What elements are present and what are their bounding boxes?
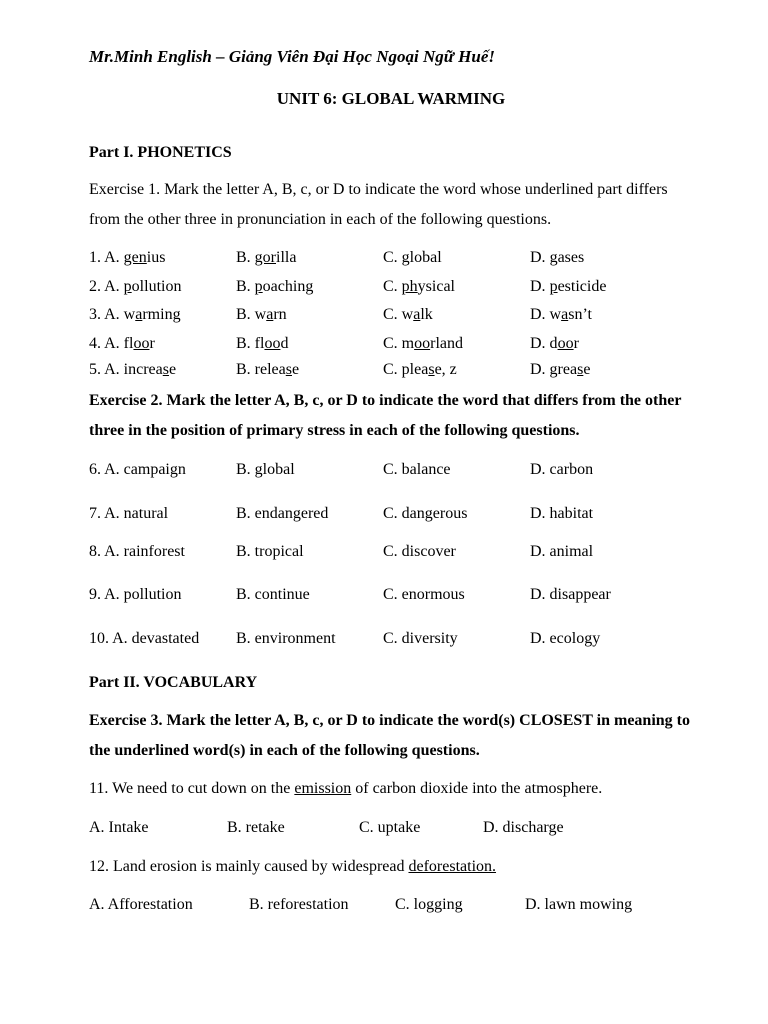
stress-q8-option-b: B. tropical <box>236 543 304 560</box>
phonetics-q2-option-d: D. pesticide <box>530 278 607 295</box>
phonetics-q4-option-c: C. moorland <box>383 335 463 352</box>
question-11-options <box>89 818 709 838</box>
stress-q7-option-d: D. habitat <box>530 505 594 522</box>
phonetics-q1-option-b: B. gorilla <box>236 249 297 266</box>
stress-question-7 <box>89 504 709 524</box>
phonetics-q2-option-a: 2. A. pollution <box>89 278 182 295</box>
phonetics-q5-option-d: D. grease <box>530 361 591 378</box>
question-12-underlined-word: deforestation. <box>408 858 497 875</box>
exercise2-instruction: Exercise 2. Mark the letter A, B, c, or D to indicate the word that differs from the other three in the position of primary stress in each of the following questions. <box>89 392 682 439</box>
q12-option-d: D. lawn mowing <box>525 896 633 913</box>
stress-q7-option-a: 7. A. natural <box>89 505 169 522</box>
stress-question-8 <box>89 542 709 562</box>
question-11-text-end: of carbon dioxide into the atmosphere. <box>351 780 603 797</box>
phonetics-q5-option-c: C. please, z <box>383 361 457 378</box>
stress-q8-option-c: C. discover <box>383 543 456 560</box>
stress-question-9 <box>89 585 709 605</box>
question-12-text-start: 12. Land erosion is mainly caused by widespread <box>89 858 409 875</box>
unit-title: UNIT 6: GLOBAL WARMING <box>276 89 506 108</box>
q11-option-b: B. retake <box>227 819 285 836</box>
phonetics-q3-option-d: D. wasn’t <box>530 306 592 323</box>
stress-q6-option-a: 6. A. campaign <box>89 461 186 478</box>
question-12 <box>89 857 496 877</box>
stress-q8-option-d: D. animal <box>530 543 594 560</box>
stress-q6-option-b: B. global <box>236 461 295 478</box>
phonetics-q2-option-c: C. physical <box>383 278 455 295</box>
phonetics-q5-option-a: 5. A. increase <box>89 361 177 378</box>
phonetics-q3-option-a: 3. A. warming <box>89 306 181 323</box>
stress-question-6 <box>89 460 709 480</box>
q12-option-a: A. Afforestation <box>89 896 193 913</box>
stress-q10-option-a: 10. A. devastated <box>89 630 200 647</box>
stress-q6-option-d: D. carbon <box>530 461 594 478</box>
q11-option-c: C. uptake <box>359 819 421 836</box>
stress-q7-option-c: C. dangerous <box>383 505 468 522</box>
phonetics-q1-option-c: C. global <box>383 249 442 266</box>
q11-option-a: A. Intake <box>89 819 149 836</box>
stress-q10-option-d: D. ecology <box>530 630 601 647</box>
exercise1-instruction: Exercise 1. Mark the letter A, B, c, or D to indicate the word whose underlined part differs from the other three in pronunciation in each of the following questions. <box>89 181 668 228</box>
q12-option-b: B. reforestation <box>249 896 349 913</box>
phonetics-q1-option-a: 1. A. genius <box>89 249 166 266</box>
stress-q8-option-a: 8. A. rainforest <box>89 543 185 560</box>
stress-q9-option-b: B. continue <box>236 586 310 603</box>
phonetics-question-2 <box>89 277 709 297</box>
stress-q10-option-c: C. diversity <box>383 630 458 647</box>
phonetics-question-4 <box>89 334 709 354</box>
stress-q9-option-d: D. disappear <box>530 586 611 603</box>
phonetics-question-1 <box>89 248 709 268</box>
phonetics-q4-option-b: B. flood <box>236 335 289 352</box>
document-header: Mr.Minh English – Giảng Viên Đại Học Ngoại Ngữ Huế! <box>89 47 495 66</box>
question-11-underlined-word: emission <box>294 780 352 797</box>
stress-q9-option-c: C. enormous <box>383 586 465 603</box>
q12-option-c: C. logging <box>395 896 463 913</box>
question-12-options <box>89 895 709 915</box>
phonetics-q5-option-b: B. release <box>236 361 300 378</box>
part2-title: Part II. VOCABULARY <box>89 674 258 691</box>
phonetics-q4-option-d: D. door <box>530 335 579 352</box>
stress-question-10 <box>89 629 709 649</box>
phonetics-question-5 <box>89 360 709 380</box>
stress-q9-option-a: 9. A. pollution <box>89 586 182 603</box>
stress-q7-option-b: B. endangered <box>236 505 329 522</box>
exercise3-instruction: Exercise 3. Mark the letter A, B, c, or D to indicate the word(s) CLOSEST in meaning to the underlined word(s) in each of the following questions. <box>89 712 690 759</box>
stress-q6-option-c: C. balance <box>383 461 451 478</box>
phonetics-q3-option-c: C. walk <box>383 306 433 323</box>
phonetics-q3-option-b: B. warn <box>236 306 287 323</box>
question-11 <box>89 779 602 799</box>
question-11-text-start: 11. We need to cut down on the <box>89 780 295 797</box>
stress-q10-option-b: B. environment <box>236 630 336 647</box>
phonetics-q1-option-d: D. gases <box>530 249 585 266</box>
part1-title: Part I. PHONETICS <box>89 144 232 161</box>
phonetics-q4-option-a: 4. A. floor <box>89 335 155 352</box>
phonetics-question-3 <box>89 305 709 325</box>
q11-option-d: D. discharge <box>483 819 564 836</box>
phonetics-q2-option-b: B. poaching <box>236 278 314 295</box>
